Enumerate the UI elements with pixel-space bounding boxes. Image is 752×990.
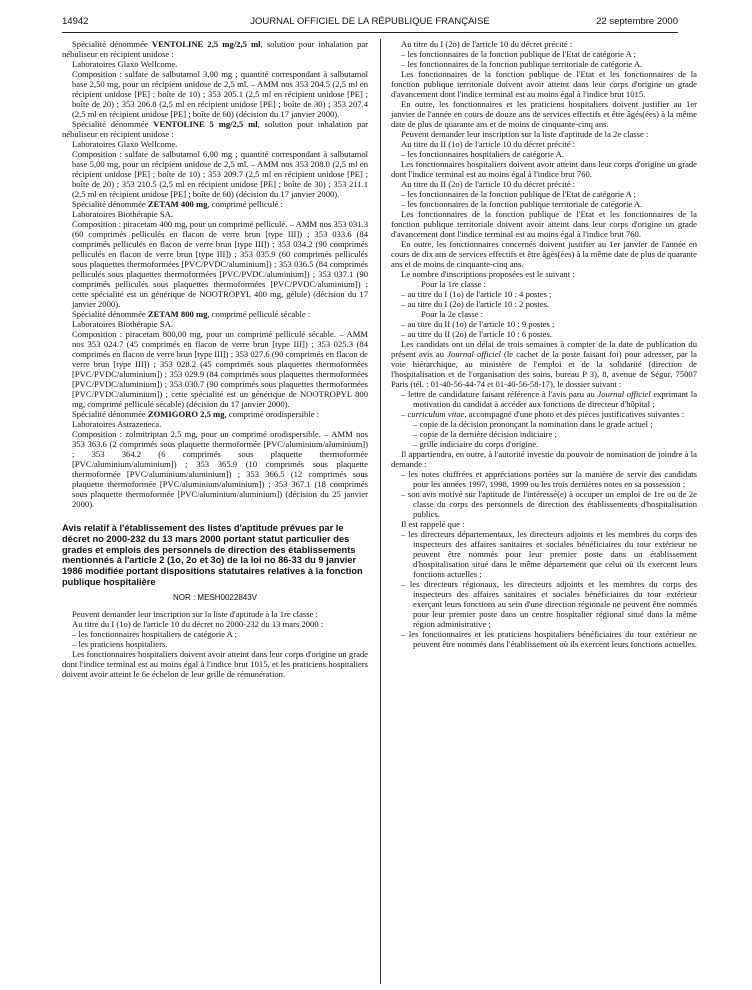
list-item: – les praticiens hospitaliers. — [72, 638, 168, 649]
list-item: – les directeurs départementaux, les directeurs adjoints et les membres du corps des inspecteurs des affaires sanitaires et sociales bénéficiaires du tour extérieur ne peuvent être nommés pour leur premier poste dans un établissement d'hospitalisation situé dans le même département que celui où ils exercent leurs fonctions actuelles ; — [401, 529, 697, 579]
list-item: – son avis motivé sur l'aptitude de l'intéressé(e) à occuper un emploi de 1re ou de 2e classe du corps des personnels de direction des établissements d'hospitalisation publics. — [401, 489, 697, 519]
paragraph: Les fonctionnaires de la fonction publique de l'Etat et les fonctionnaires de la fonction publique territoriale doivent avoir atteint dans leur corps d'origine un grade d'avancement dont l'indice terminal est au moins égal à l'indice brut 1015. — [391, 69, 697, 99]
list-item: – les fonctionnaires de la fonction publique territoriale de catégorie A. — [401, 199, 643, 209]
journal-title: JOURNAL OFFICIEL DE LA RÉPUBLIQUE FRANÇAISE — [250, 16, 490, 27]
header-rule — [62, 32, 678, 33]
paragraph: En outre, les fonctionnaires et les praticiens hospitaliers doivent justifier au 1er janvier de l'année en cours de douze ans de services effectifs et être âgés(ées) à la même date de plus de quarante ans et de moins de cinquante-cinq ans. — [391, 99, 697, 129]
paragraph: Il est rappelé que : — [401, 519, 465, 529]
notice-title: Avis relatif à l'établissement des listes d'aptitude prévues par le décret no 2000-232 du 13 mars 2000 portant statut particulier des grades et emplois des personnels de direction des établissements mentionnés à l'article 2 (1o, 2o et 3o) de la loi no 86-33 du 9 janvier 1986 modifiée portant dispositions statutaires relatives à la fonction publique hospitalière — [62, 523, 363, 587]
zomigoro-composition: Composition : zolmitriptan 2,5 mg, pour un comprimé orodispersible. – AMM nos 353 363.6 (2 comprimés sous plaquette thermoformée [PVC/aluminium/aluminium]) ; 353 364.2 (6 comprimés sous plaquette thermoformée [PVC/aluminium/aluminium]) ; 353 365.9 (10 comprimés sous plaquette thermoformée [PVC/aluminium/aluminium]) ; 353 366.5 (12 comprimés sous plaquette thermoformée [PVC/aluminium/aluminium]) ; 353 367.1 (18 comprimés sous plaquette thermoformée [PVC/aluminium/aluminium]) (décision du 25 janvier 2000). — [72, 429, 368, 509]
list-item: – copie de la décision prononçant la nomination dans le grade actuel ; — [413, 419, 653, 429]
zetam800-lab: Laboratoires Biothérapie SA. — [72, 319, 173, 329]
notice-para-2: Au titre du I (1o) de l'article 10 du décret no 2000-232 du 13 mars 2000 : — [72, 618, 324, 629]
paragraph: Peuvent demander leur inscription sur la liste d'aptitude de la 2e classe : — [401, 129, 649, 139]
zetam400-title: Spécialité dénommée ZETAM 400 mg, comprimé pelliculé : — [72, 199, 283, 209]
paragraph: En outre, les fonctionnaires concernés doivent justifier au 1er janvier de l'année en cours de dix ans de services effectifs et être âgés(ées) à la même date de plus de quarante ans et de moins de cinquante-cinq ans. — [391, 239, 697, 269]
issue-date: 22 septembre 2000 — [596, 16, 678, 27]
ventoline2-title: Spécialité dénommée VENTOLINE 5 mg/2,5 ml, solution pour inhalation par nébuliseur en récipient unidose : — [62, 119, 368, 139]
paragraph: Les fonctionnaires de la fonction publique de l'Etat et les fonctionnaires de la fonction publique territoriale doivent avoir atteint dans leur corps d'origine un grade d'avancement dont l'indice terminal est au moins égal à l'indice brut 760. — [391, 209, 697, 239]
zetam400-composition: Composition : piracetam 400 mg, pour un comprimé pelliculé. – AMM nos 353 031.3 (60 comprimés pelliculés en flacon de verre brun [type III]) ; 353 033.6 (84 comprimés pelliculés en flacon de verre brun [type III]) ; 353 034.2 (90 comprimés pelliculés en flacon de verre brun [type III]) ; 353 035.9 (60 comprimés pelliculés sous plaquettes thermoformées [PVC/PVDC/aluminium]) ; 353 036.5 (84 comprimés pelliculés sous plaquettes thermoformées [PVC/PVDC/aluminium]) ; 353 037.1 (90 comprimés pelliculés sous plaquettes thermoformées [PVC/PVDC/aluminium]) ; cette spécialité est un générique de NOOTROPYL 400 mg, gélule) (décision du 17 janvier 2000). — [72, 219, 368, 309]
page-header — [62, 16, 678, 30]
list-item: – les fonctionnaires hospitaliers de catégorie A ; — [72, 628, 237, 639]
list-item: – les fonctionnaires de la fonction publique de l'Etat de catégorie A ; — [401, 49, 636, 59]
paragraph: Les candidats ont un délai de trois semaines à compter de la date de publication du présent avis au Journal officiel (le cachet de la poste faisant foi) pour adresser, par la voie hiérarchique, au ministère de l'emploi et de la solidarité (direction de l'hospitalisation et de l'organisation des soins, bureau P 3), 8, avenue de Ségur, 75007 Paris (tél. : 01-40-56-44-74 et 01-40-56-58-17), le dossier suivant : — [391, 339, 698, 389]
list-item: – au titre du I (1o) de l'article 10 : 4 postes ; — [401, 289, 552, 299]
notice-para-1: Peuvent demander leur inscription sur la liste d'aptitude à la 1re classe : — [72, 608, 318, 619]
column-separator — [380, 39, 381, 984]
list-item: – les fonctionnaires de la fonction publique de l'Etat de catégorie A ; — [401, 189, 636, 199]
list-item: – grille indiciaire du corps d'origine. — [413, 439, 539, 449]
list-item: – les fonctionnaires de la fonction publique territoriale de catégorie A. — [401, 59, 643, 69]
ventoline1-lab: Laboratoires Glaxo Wellcome. — [72, 59, 178, 69]
ventoline2-composition: Composition : sulfate de salbutamol 6,00 mg ; quantité correspondant à salbutamol base 5,00 mg, pour un récipient unidose de 2,5 ml. – AMM nos 353 208.0 (2,5 ml en récipient unidose [PE] ; boîte de 10) ; 353 209.7 (2,5 ml en récipient unidose [PE] ; boîte de 20) ; 353 210.5 (2,5 ml en récipient unidose [PE] ; boîte de 30) ; 353 211.1 (2,5 ml en récipient unidose [PE] ; boîte de 60) (décision du 17 janvier 2000). — [72, 149, 368, 199]
class-heading: Pour la 1re classe : — [421, 279, 486, 289]
list-item: – curriculum vitae, accompagné d'une photo et des pièces justificatives suivantes : — [401, 409, 685, 419]
ventoline1-title: Spécialité dénommée VENTOLINE 2,5 mg/2,5 ml, solution pour inhalation par nébuliseur en récipient unidose : — [62, 39, 368, 59]
paragraph: Au titre du I (2o) de l'article 10 du décret précité : — [401, 39, 573, 49]
notice-para-3: Les fonctionnaires hospitaliers doivent avoir atteint dans leur corps d'origine un grade dont l'indice terminal est au moins égal à l'indice brut 1015, et les praticiens hospitaliers doivent avoir atteint le 6e échelon de leur grille de rémunération. — [62, 648, 368, 679]
zetam800-composition: Composition : piracetam 800,00 mg, pour un comprimé pelliculé sécable. – AMM nos 353 024.7 (45 comprimés en flacon de verre brun [type III]) ; 353 025.3 (84 comprimés en flacon de verre brun [type III]) ; 353 027.6 (90 comprimés en flacon de verre brun [type III]) ; 353 028.2 (45 comprimés sous plaquettes thermoformées [PVC/PVDC/aluminium]) ; 353 029.9 (84 comprimés sous plaquettes thermoformées [PVC/PVDC/aluminium]) ; 353 030.7 (90 comprimés sous plaquettes thermoformées [PVC/PVDC/aluminium]) ; cette spécialité est un générique de NOOTROPYL 800 mg, comprimé pelliculé sécable) (décision du 17 janvier 2000). — [72, 329, 368, 409]
left-column — [62, 39, 368, 679]
class-heading: Pour la 2e classe : — [421, 309, 484, 319]
paragraph: Au titre du II (2o) de l'article 10 du décret précité : — [401, 179, 576, 189]
paragraph: Au titre du II (1o) de l'article 10 du décret précité : — [401, 139, 576, 149]
list-item: – au titre du II (1o) de l'article 10 : 9 postes ; — [401, 319, 555, 329]
list-item: – les fonctionnaires et les praticiens hospitaliers bénéficiaires du tour extérieur ne peuvent être nommés dans l'établissement où ils exercent leurs fonctions actuelles. — [401, 629, 697, 649]
list-item: – les notes chiffrées et appréciations portées sur la manière de servir des candidats pour les années 1997, 1998, 1999 ou les trois dernières notes en sa possession ; — [401, 469, 697, 489]
list-item: – copie de la dernière décision indiciaire ; — [413, 429, 557, 439]
list-item: – les fonctionnaires hospitaliers de catégorie A. — [401, 149, 564, 159]
paragraph: Il appartiendra, en outre, à l'autorité investie du pouvoir de nomination de joindre à la demande : — [391, 449, 697, 469]
list-item: – au titre du I (2o) de l'article 10 : 2 postes. — [401, 299, 550, 309]
right-column — [391, 39, 697, 649]
paragraph: Les fonctionnaires hospitaliers doivent avoir atteint dans leur corps d'origine un grade dont l'indice terminal est au moins égal à l'indice brut 760. — [391, 159, 697, 179]
list-item: – lettre de candidature faisant référence à l'avis paru au Journal officiel exprimant la motivation du candidat à accéder aux fonctions de directeur d'hôpital ; — [401, 389, 698, 409]
list-item: – les directeurs régionaux, les directeurs adjoints et les membres du corps des inspecteurs des affaires sanitaires et sociales bénéficiaires du tour extérieur exerçant leurs fonctions au sein d'une direction régionale ne peuvent être nommés pour leur premier poste dans un centre hospitalier régional situé dans la même région administrative ; — [401, 579, 697, 629]
zetam800-title: Spécialité dénommée ZETAM 800 mg, comprimé pelliculé sécable : — [72, 309, 311, 319]
zomigoro-lab: Laboratoires Astrazeneca. — [72, 419, 162, 429]
ventoline2-lab: Laboratoires Glaxo Wellcome. — [72, 139, 178, 149]
nor-reference: NOR : MESH0022843V — [172, 592, 258, 602]
zomigoro-title: Spécialité dénommée ZOMIGORO 2,5 mg, comprimé orodispersible : — [72, 409, 320, 419]
list-item: – au titre du II (2o) de l'article 10 : 6 postes. — [401, 329, 552, 339]
zetam400-lab: Laboratoires Biothérapie SA. — [72, 209, 173, 219]
ventoline1-composition: Composition : sulfate de salbutamol 3,00 mg ; quantité correspondant à salbutamol base 2,50 mg, pour un récipient unidose de 2,5 ml. – AMM nos 353 204.5 (2,5 ml en récipient unidose [PE] ; boîte de 10) ; 353 205.1 (2,5 ml en récipient unidose [PE] ; boîte de 20) ; 353 206.8 (2,5 ml en récipient unidose [PE] ; boîte de 30) ; 353 207.4 (2,5 ml en récipient unidose [PE] ; boîte de 60) (décision du 17 janvier 2000). — [72, 69, 368, 119]
page-number: 14942 — [62, 16, 89, 27]
paragraph: Le nombre d'inscriptions proposées est le suivant : — [401, 269, 575, 279]
